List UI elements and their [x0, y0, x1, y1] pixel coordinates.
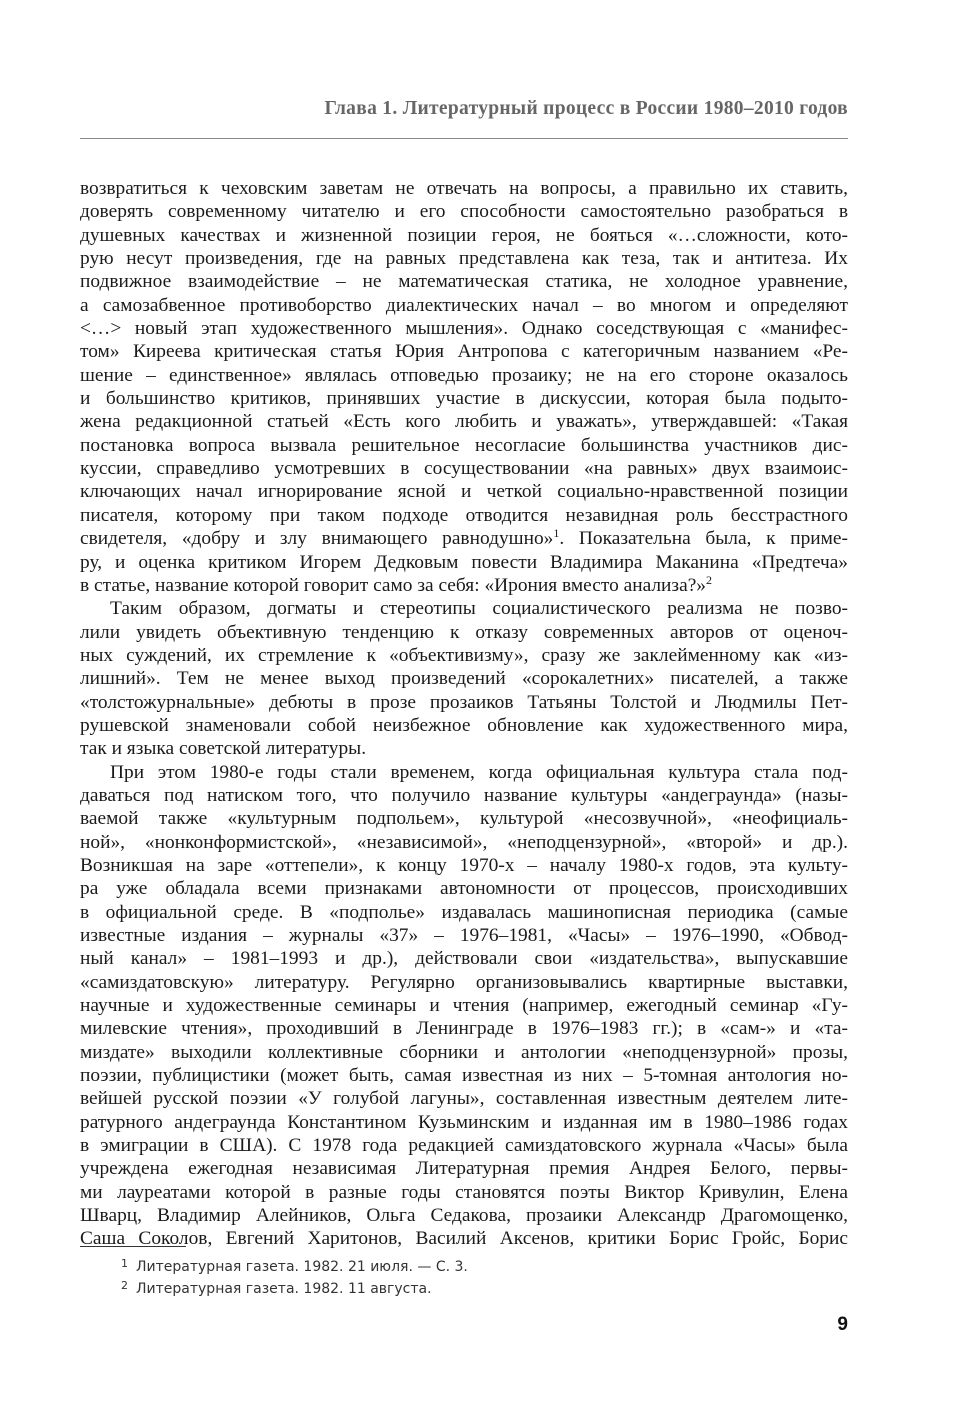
- footnotes: [80, 1253, 848, 1297]
- header-rule: [80, 138, 848, 139]
- text-line: ключающих начал игнорирование ясной и четкой социально-нравственной позиции: [80, 481, 848, 503]
- text-line: известные издания – журналы «37» – 1976–1981, «Часы» – 1976–1990, «Обвод-: [80, 925, 848, 946]
- text-line: и большинство критиков, принявших участие в дискуссии, которая была подыто-: [80, 388, 848, 410]
- text-line: ваемой также «культурным подпольем», культурой «несозвучной», «неофициаль-: [80, 808, 848, 830]
- text-line: рую несут произведения, где на равных представлена как теза, так и антитеза. Их: [80, 248, 848, 270]
- text-line: <…> новый этап художественного мышления». Однако соседствующая с «манифес-: [80, 318, 848, 340]
- text-line: научные и художественные семинары и чтения (например, ежегодный семинар «Гу-: [80, 995, 848, 1017]
- text-line: миздате» выходили коллективные сборники и антологии «неподцензурной» прозы,: [80, 1041, 848, 1063]
- text-line: учреждена ежегодная независимая Литературная премия Андрея Белого, первы-: [80, 1158, 848, 1180]
- text-line: подвижное взаимодействие – не математическая статика, не холодное уравнение,: [80, 271, 848, 293]
- text-line: Саша Соколов, Евгений Харитонов, Василий Аксенов, критики Борис Гройс, Борис: [80, 1228, 848, 1250]
- text-line: шение – единственное» являлась отповедью прозаику; не на его стороне оказалось: [80, 364, 848, 386]
- text-line: ми лауреатами которой в разные годы становятся поэты Виктор Кривулин, Елена: [80, 1181, 848, 1203]
- text-line: ра уже обладала всеми признаками автономности от процессов, происходивших: [80, 878, 848, 900]
- paragraph: [80, 761, 848, 1251]
- text-line: «толстожурнальные» дебюты в прозе прозаиков Татьяны Толстой и Людмилы Пет-: [80, 691, 848, 713]
- text-line: ной», «нонконформистской», «независимой», «неподцензурной», «второй» и др.).: [80, 831, 848, 853]
- text-line: рушевской знаменовали собой неизбежное обновление как художественного мира,: [80, 714, 848, 736]
- footnote-number: 2: [121, 1279, 128, 1292]
- text-line: вейшей русской поэзии «У голубой лагуны», составленная известным деятелем лите-: [80, 1088, 848, 1110]
- text-line: «самиздатовскую» литературу. Регулярно организовывались квартирные выставки,: [80, 971, 848, 993]
- footnote-item: [80, 1275, 848, 1297]
- text-line: милевские чтения», проходивший в Ленинграде в 1976–1983 гг.); в «сам-» и «та-: [80, 1018, 848, 1040]
- text-line: лишний». Тем не менее выход произведений «сорокалетних» писателей, а также: [80, 668, 848, 690]
- text-line: так и языка советской литературы.: [80, 738, 367, 760]
- page-number: 9: [837, 1314, 848, 1335]
- running-head: Глава 1. Литературный процесс в России 1980–2010 годов: [324, 98, 848, 119]
- text-line: ратурного андеграунда Константином Кузьминским и изданная им в 1980–1986 годах: [80, 1111, 848, 1133]
- text-line: в эмиграции в США). С 1978 года редакцией самиздатовского журнала «Часы» была: [80, 1135, 848, 1157]
- text-line: постановка вопроса вызвала решительное несогласие большинства участников дис-: [80, 434, 848, 456]
- text-segment: свидетеля, «добру и злу внимающего равнодушно»: [80, 528, 554, 550]
- text-line: поэзии, публицистики (может быть, самая известная из них – 5-томная антология но-: [80, 1065, 848, 1087]
- text-line: [80, 527, 848, 550]
- text-line: писателя, которому при таком подходе отводится незавидная роль бесстрастного: [80, 504, 848, 526]
- text-line: доверять современному читателю и его способности самостоятельно разобраться в: [80, 201, 848, 223]
- footnote-item: [80, 1253, 848, 1275]
- footnote-text: Литературная газета. 1982. 11 августа.: [136, 1281, 432, 1297]
- text-line: [80, 574, 848, 597]
- text-line: Возникшая на заре «оттепели», к концу 1970-х – началу 1980-х годов, эта культу-: [80, 854, 848, 876]
- footnote-text: Литературная газета. 1982. 21 июля. — С. 3.: [136, 1259, 468, 1275]
- footnote-number: 1: [121, 1257, 128, 1270]
- text-line: ный канал» – 1981–1993 и др.), действовали свои «издательства», выпускавшие: [80, 948, 848, 970]
- text-line: ру, и оценка критиком Игорем Дедковым повести Владимира Маканина «Предтеча»: [80, 551, 848, 573]
- text-line: возвратиться к чеховским заветам не отвечать на вопросы, а правильно их ставить,: [80, 178, 848, 199]
- paragraph: [80, 597, 848, 760]
- paragraph: [80, 177, 848, 597]
- footnote-ref[interactable]: 2: [706, 572, 712, 587]
- text-line: даваться под натиском того, что получило название культуры «андеграунда» (назы-: [80, 784, 848, 806]
- main-text: [80, 177, 848, 1251]
- text-line: куссии, справедливо усмотревших в сосуществовании «на равных» двух взаимоис-: [80, 458, 848, 480]
- text-line: а самозабвенное противоборство диалектических начал – во многом и определяют: [80, 294, 848, 316]
- footnote-ref[interactable]: 1: [553, 526, 560, 541]
- text-line: душевных качествах и жизненной позиции героя, не бояться «…сложности, кото-: [80, 224, 848, 246]
- text-line: жена редакционной статьей «Есть кого любить и уважать», утверждавшей: «Такая: [80, 411, 848, 433]
- text-line: Таким образом, догматы и стереотипы социалистического реализма не позво-: [110, 598, 848, 620]
- text-line: Шварц, Владимир Алейников, Ольга Седакова, прозаики Александр Драгомощенко,: [80, 1205, 848, 1227]
- text-segment: в статье, название которой говорит само за себя: «Ирония вместо анализа?»: [80, 574, 706, 596]
- text-segment: . Показательна была, к приме-: [559, 528, 848, 550]
- text-line: в официальной среде. В «подполье» издавалась машинописная периодика (самые: [80, 901, 848, 923]
- text-line: том» Киреева критическая статья Юрия Антропова с категоричным названием «Ре-: [80, 341, 848, 363]
- footnote-rule: [80, 1246, 186, 1247]
- text-line: При этом 1980-е годы стали временем, когда официальная культура стала под-: [110, 761, 848, 783]
- text-line: ных суждений, их стремление к «объективизму», сразу же заклейменному как «из-: [80, 644, 848, 666]
- text-line: лили увидеть объективную тенденцию к отказу современных авторов от оценоч-: [80, 621, 848, 643]
